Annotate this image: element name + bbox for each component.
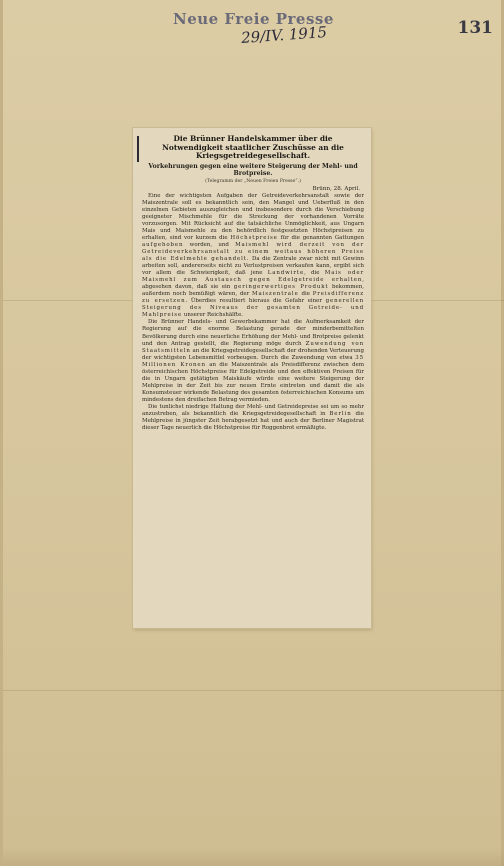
article-subheadline: Vorkehrungen gegen eine weitere Steigerung der Mehl- und Brotpreise. [148, 162, 358, 178]
emphasized-text: Mais oder Maismehl zum Austausch gegen Edelgetreide erhalten [142, 270, 364, 284]
article-headline: Die Brünner Handelskammer über die Notwendigkeit staatlicher Zuschüsse an die Kriegsgetreidegesellschaft. [162, 134, 344, 161]
sheet-bottom-edge [3, 848, 504, 866]
text-run: bekommen, außerdem noch bemüßigt wären, der [142, 284, 364, 298]
emphasized-text: Zuwendung von Staatsmitteln [142, 340, 364, 354]
text-run: , abgesehen davon, daß sie ein [142, 277, 364, 291]
text-run: für die genannten Gattungen [277, 234, 365, 241]
emphasized-text: Berlin [329, 411, 352, 418]
text-run: worden, und [183, 241, 236, 248]
article-paragraph [142, 319, 364, 404]
sheet-header [3, 4, 504, 64]
emphasized-text: generellen Steigerung des Niveaus der gesamten Getreide- und Mahlpreise [142, 298, 365, 319]
article-paragraph [142, 193, 364, 320]
paper-fold-line [3, 690, 504, 691]
text-run: an die Maiszentrale als Preisdifferenz zwischen dem österreichischen Höchstpreise für Edelgetreide und den effektiven Preisen für die in Ungarn getätigten Maiskäufe würde eine weitere Steigerung der Mehlpreise in der Zeit bis zur neuen Ernte eintreten und damit die als Konsumsteuer wirkende Belastung des gesamten österreichischen Konsums um mindestens den dreifachen Betrag vermieden. [142, 361, 364, 403]
emphasized-text: Preisdifferenz zu ersetzen [142, 291, 364, 305]
text-run: an die Kriegsgetreidegesellschaft der drohenden Verteuerung der wichtigsten Lebensmittel vorbeugen. Durch die Zuwendung von etwa [142, 347, 364, 361]
text-run: Die tunlichst niedrige Haltung der Mehl- und Getreidepreise sei um so mehr anzustreben, als bekanntlich die Kriegsgetreidegesellschaft in [142, 404, 364, 418]
handwritten-date: 29/IV. 1915 [240, 23, 328, 47]
emphasized-text: aufgehoben [142, 241, 184, 248]
emphasized-text: Maismehl wird derzeit von der Getreideverkehrsanstalt zu einem weitaus höheren Preise als die Edelmehle gehandelt. [142, 241, 364, 263]
page-number: 131 [457, 18, 493, 38]
text-run: Da die Zentrale zwar nicht mit Gewinn arbeiten soll, andererseits nicht zu Verlustpreisen verkaufen kann, ergibt sich vor allem die Schwierigkeit, daß jene [142, 256, 364, 277]
text-run: Die Brünner Handels- und Gewerbekammer hat die Aufmerksamkeit der Regierung auf die enorme Belastung gerade der minderbemittelten Bevölkerung durch eine neuerliche Erhöhung der Mehl- und Brotpreise gelenkt und den Antrag gestellt, die Regierung möge durch [142, 319, 364, 347]
text-run: die Mehlpreise in jüngster Zeit herabgesetzt hat und auch der Berliner Magistrat dieser Tage neuerlich die Höchstpreise für Roggenbrot ermäßigte. [142, 411, 364, 432]
text-run: , die [304, 270, 325, 277]
emphasized-text: Landwirte [267, 270, 305, 277]
newspaper-stamp: Neue Freie Presse [173, 10, 334, 28]
text-run: . Überdies resultiert hieraus die Gefahr einer [185, 298, 326, 305]
newspaper-clipping [133, 128, 371, 628]
emphasized-text: Höchstpreise [230, 234, 278, 241]
article-telegram-note: (Telegramm der „Neuen Freien Presse“.) [205, 178, 301, 184]
emphasized-text: geringerwertiges Produkt [233, 284, 329, 291]
text-run: Eine der wichtigsten Aufgaben der Getreideverkehrsanstalt sowie der Maiszentrale soll es bekanntlich sein, den Mangel und Ueberfluß in den einzelnen Gebieten auszugleichen und insbesondere durch die Verschiebung geeigneter Mischmehle für die Streckung der vorhandenen Vorräte vorzusorgen. Mit Rücksicht auf die tatsächliche Unmöglichkeit, aus Ungarn Mais und Maismehle zu den behördlich festgesetzten Höchstpreisen zu erhalten, sind vor kurzem die [142, 192, 364, 241]
text-run: die [298, 291, 313, 298]
article-paragraph [142, 404, 364, 432]
article-dateline: Brünn, 28. April. [312, 185, 360, 192]
text-run: unserer Reichshälfte. [182, 312, 244, 319]
emphasized-text: Maiszentrale [251, 291, 299, 298]
article-body [142, 193, 364, 433]
emphasized-text: 35 Millionen Kronen [142, 354, 364, 368]
